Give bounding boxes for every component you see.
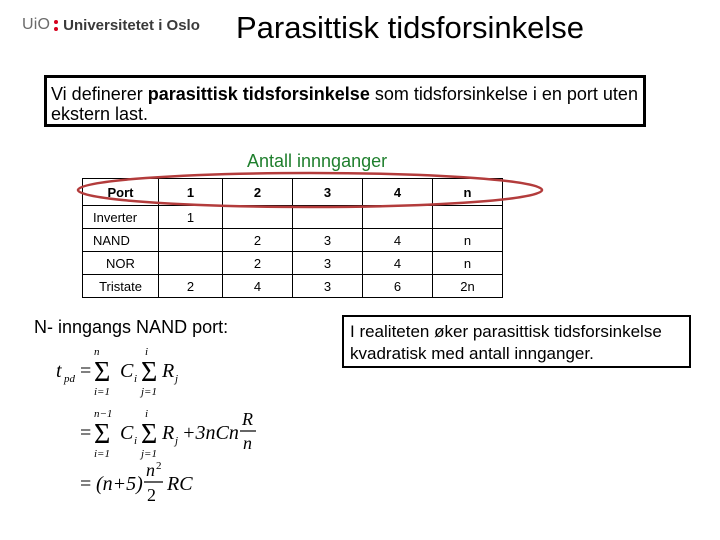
table-cell: 6 [363,275,433,298]
frac-num-n: n [146,460,155,480]
sum-bottom: i=1 [94,386,110,398]
formula-eq: = [80,360,92,382]
nand-label: N- inngangs NAND port: [34,317,229,337]
table-row [83,229,503,252]
table-cell [293,206,363,229]
uio-logo [22,13,200,37]
header-cell: 1 [159,179,223,206]
definition-before: Vi definerer [51,84,148,104]
frac-num-R: R [242,409,253,429]
header-cell: Port [83,179,159,206]
table-row [83,206,503,229]
formula-eq: = [80,473,92,495]
table-cell: n [433,229,503,252]
RC-term: RC [167,473,193,495]
sum-bottom: j=1 [141,386,157,398]
definition-box [44,75,646,127]
sum-top: i [145,408,149,420]
sub-i: i [134,435,138,447]
header-cell: n [433,179,503,206]
table-cell [159,229,223,252]
definition-after: som tidsforsinkelse i en port uten ekstern last. [51,84,638,124]
sum-symbol: Σ [94,357,111,388]
sub-i: i [134,373,138,385]
frac-den-n: n [243,433,252,453]
sum-bottom: j=1 [141,448,157,460]
logo-dots-icon [54,18,58,32]
var-R: R [162,360,175,382]
formula-lhs-sub: pd [64,373,75,385]
table-cell [223,206,293,229]
header-cell: 4 [363,179,433,206]
var-C: C [120,422,134,444]
logo-name: Universitetet i Oslo [63,16,200,34]
logo-short: UiO [22,16,51,33]
table-cell: n [433,252,503,275]
row-label: Inverter [83,206,159,229]
table-cell: 1 [159,206,223,229]
delay-formula [50,345,280,520]
frac-den-2: 2 [147,485,156,505]
var-C: C [120,360,134,382]
sum-top: i [145,346,149,358]
table-cell: 3 [293,229,363,252]
table-row [83,252,503,275]
sum-symbol: Σ [141,357,158,388]
row-label: Tristate [83,275,159,298]
table-caption: Antall innnganger [247,151,388,171]
table-cell [159,252,223,275]
table-cell: 3 [293,275,363,298]
table-cell: 3 [293,252,363,275]
note-box: I realiteten øker parasittisk tidsforsinkelse kvadratisk med antall innganger. [342,315,691,368]
gate-input-table [82,178,503,298]
table-cell: 4 [363,229,433,252]
table-cell: 4 [223,275,293,298]
sub-j: j [175,435,179,447]
table-cell [363,206,433,229]
formula-eq: = [80,422,92,444]
formula-lhs: t [56,360,62,382]
var-R: R [162,422,175,444]
definition-bold-term: parasittisk tidsforsinkelse [147,84,370,104]
header-cell: 3 [293,179,363,206]
sum-symbol: Σ [94,419,111,450]
frac-num-sup: 2 [156,460,162,472]
table-cell [433,206,503,229]
table-cell: 4 [363,252,433,275]
factor-n5: (n+5) [96,473,143,495]
table-row [83,275,503,298]
sub-j: j [175,373,179,385]
table-cell: 2 [223,252,293,275]
sum-top: n−1 [94,408,113,420]
sum-symbol: Σ [141,419,158,450]
table-header-row [83,179,503,206]
table-cell: 2 [223,229,293,252]
row-label: NAND [83,229,159,252]
row-label: NOR [83,252,159,275]
header-cell: 2 [223,179,293,206]
slide-title: Parasittisk tidsforsinkelse [236,10,585,45]
sum-top: n [94,346,100,358]
sum-bottom: i=1 [94,448,110,460]
plus-term: +3nCn [182,422,239,444]
table-cell: 2n [433,275,503,298]
table-cell: 2 [159,275,223,298]
